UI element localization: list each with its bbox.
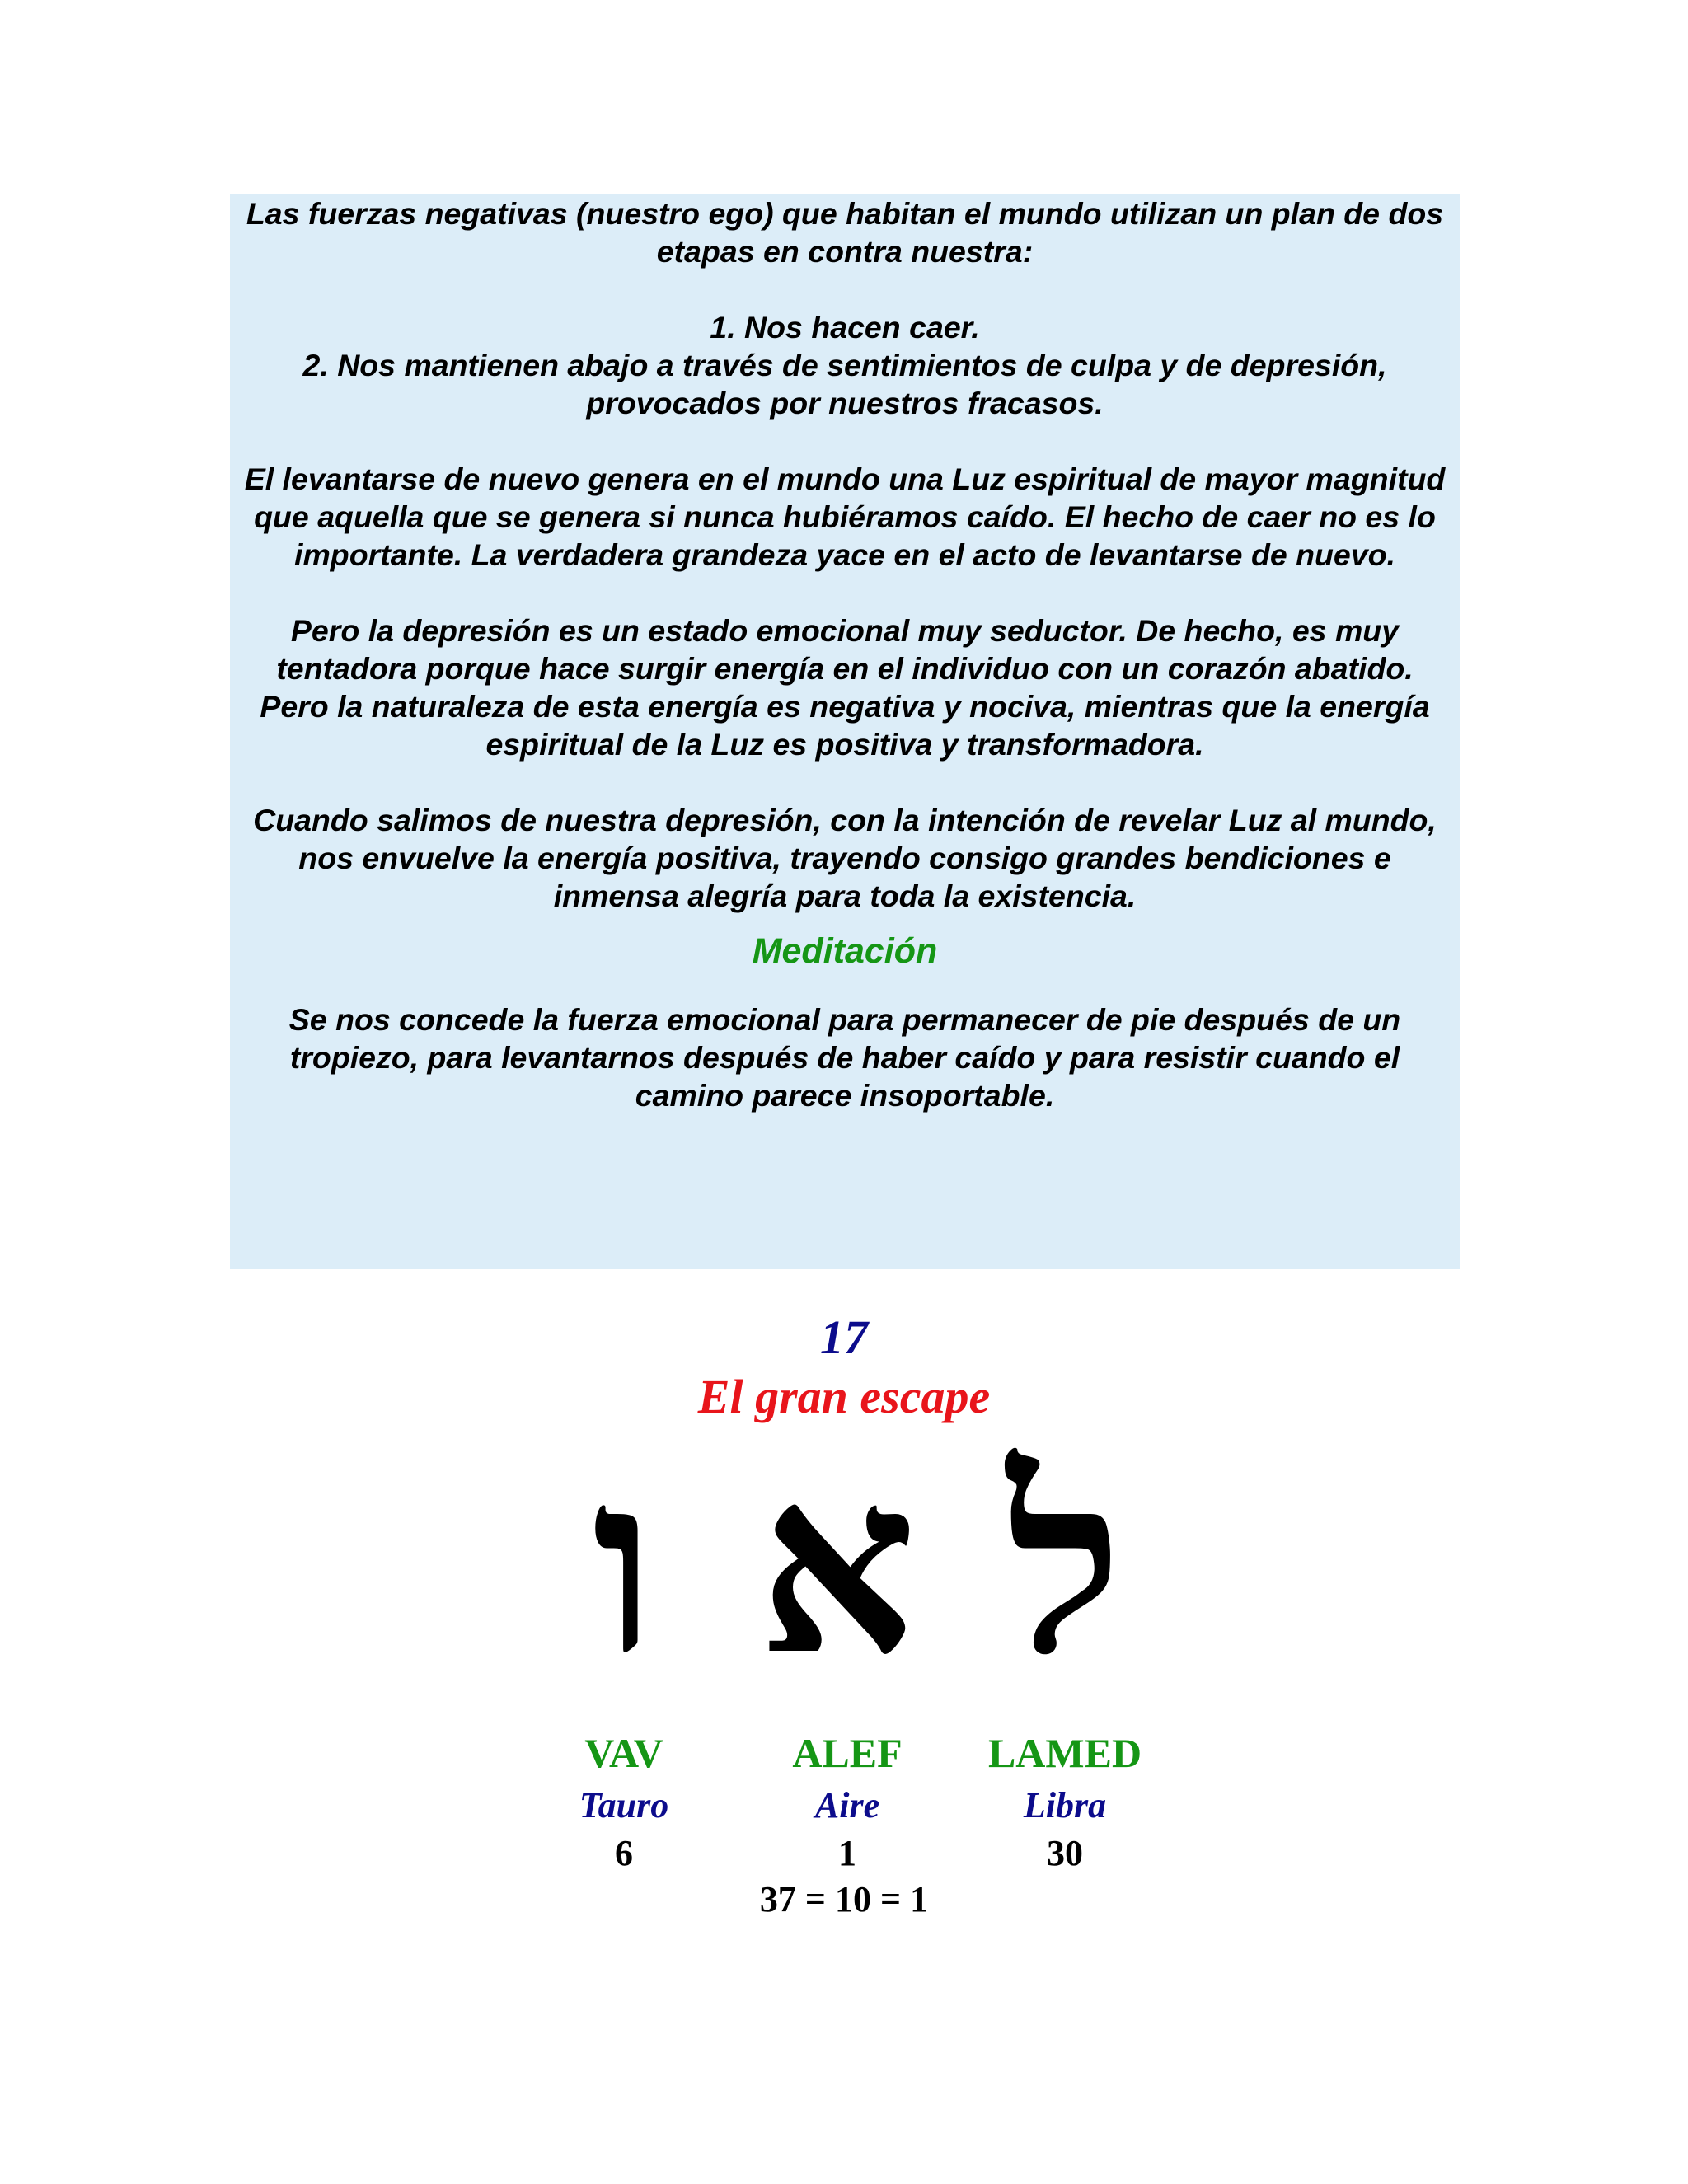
paragraph-leaving-depression: Cuando salimos de nuestra depresión, con la intención de revelar Luz al mundo, nos envuelve la energía positiva, trayendo consigo grandes bendiciones e inmensa alegría para toda la existencia.	[253, 803, 1437, 913]
lamed-letter-glyph: ל	[1006, 1418, 1123, 1709]
intro-paragraph: Las fuerzas negativas (nuestro ego) que habitan el mundo utilizan un plan de dos etapas en contra nuestra:	[246, 196, 1444, 269]
step-two: 2. Nos mantienen abajo a través de sentimientos de culpa y de depresión, provocados por nuestros fracasos.	[302, 348, 1387, 420]
letter-name-lamed: LAMED	[987, 1730, 1142, 1776]
letter-value-vav: 6	[615, 1833, 633, 1873]
section-title: El gran escape	[697, 1370, 991, 1423]
alef-letter-glyph: א	[757, 1418, 917, 1709]
letter-name-alef: ALEF	[792, 1730, 903, 1776]
meditation-text: Se nos concede la fuerza emocional para permanecer de pie después de un tropiezo, para levantarnos después de haber caído y para resistir cuando el camino parece insoportable.	[288, 1002, 1401, 1113]
letter-value-alef: 1	[838, 1833, 856, 1873]
step-one: 1. Nos hacen caer.	[710, 310, 980, 344]
letter-value-lamed: 30	[1047, 1833, 1083, 1873]
letter-sign-alef: Aire	[814, 1785, 880, 1825]
letter-sign-lamed: Libra	[1023, 1785, 1107, 1825]
text-box	[230, 194, 1460, 1269]
paragraph-depression: Pero la depresión es un estado emocional muy seductor. De hecho, es muy tentadora porque hace surgir energía en el individuo con un corazón abatido. Pero la naturaleza de esta energía es negativa y nociva, mientras que la energía espiritual de la Luz es positiva y transformadora.	[260, 613, 1430, 762]
meditation-heading: Meditación	[752, 931, 938, 971]
section-number: 17	[820, 1310, 868, 1364]
hebrew-letters	[0, 1418, 1688, 1709]
paragraph-rising: El levantarse de nuevo genera en el mundo una Luz espiritual de mayor magnitud que aquella que se genera si nunca hubiéramos caído. El hecho de caer no es lo importante. La verdadera grandeza yace en el acto de levantarse de nuevo.	[244, 462, 1446, 572]
vav-letter-glyph: ו	[592, 1418, 656, 1709]
gematria-total: 37 = 10 = 1	[759, 1879, 929, 1919]
letter-name-vav: VAV	[584, 1730, 663, 1776]
letter-sign-vav: Tauro	[579, 1785, 669, 1825]
